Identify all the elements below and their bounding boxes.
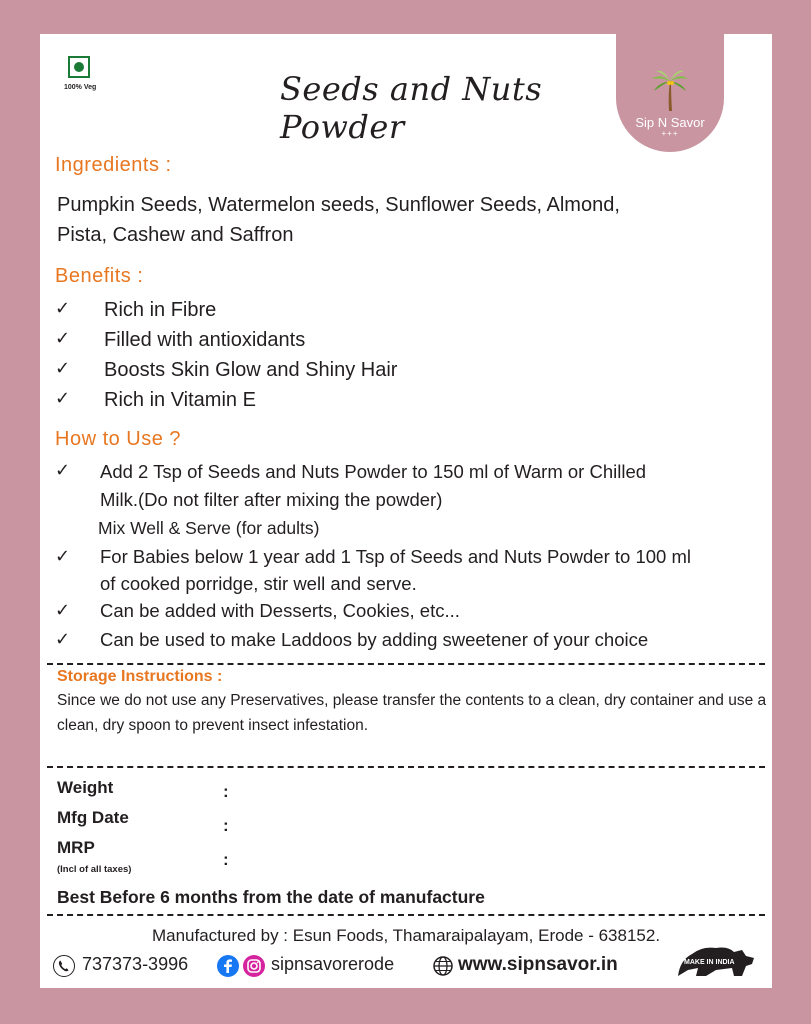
divider xyxy=(47,914,765,916)
how-to-use-heading: How to Use ? xyxy=(55,428,182,450)
product-title: Seeds and Nuts Powder xyxy=(280,70,543,146)
lion-icon xyxy=(676,942,758,982)
veg-mark-icon xyxy=(68,56,90,78)
usage-step-2-line-1: For Babies below 1 year add 1 Tsp of Seeds and Nuts Powder to 100 ml xyxy=(100,546,691,567)
brand-dots: +++ xyxy=(661,129,679,138)
check-icon: ✓ xyxy=(55,388,71,408)
divider xyxy=(47,766,765,768)
mrp-colon: : xyxy=(223,850,229,869)
manufacturer-info: Manufactured by : Esun Foods, Thamaraipalayam, Erode - 638152. xyxy=(151,926,661,945)
instagram-icon xyxy=(243,955,265,977)
ingredients-line-2: Pista, Cashew and Saffron xyxy=(57,224,294,246)
make-in-india-text: MAKE IN INDIA xyxy=(684,959,735,966)
mfg-date-label: Mfg Date xyxy=(57,808,129,827)
phone-number: 737373-3996 xyxy=(82,954,189,974)
benefit-item: Boosts Skin Glow and Shiny Hair xyxy=(104,359,398,381)
usage-step-2-line-2: of cooked porridge, stir well and serve. xyxy=(100,573,417,594)
mrp-note: (Incl of all taxes) xyxy=(57,864,132,875)
mfg-date-colon: : xyxy=(223,816,229,835)
divider xyxy=(47,663,765,665)
check-icon: ✓ xyxy=(55,460,71,480)
benefit-item: Rich in Fibre xyxy=(104,299,217,321)
storage-heading: Storage Instructions : xyxy=(57,668,223,685)
brand-name: Sip N Savor xyxy=(635,115,705,130)
palm-tree-icon xyxy=(650,67,690,111)
ingredients-heading: Ingredients : xyxy=(55,154,172,176)
usage-step-3: Can be added with Desserts, Cookies, etc... xyxy=(100,600,460,621)
usage-step-1-line-3: Mix Well & Serve (for adults) xyxy=(98,518,320,538)
facebook-icon xyxy=(217,955,239,977)
weight-label: Weight xyxy=(57,778,114,797)
check-icon: ✓ xyxy=(55,358,71,378)
check-icon: ✓ xyxy=(55,546,71,566)
benefits-heading: Benefits : xyxy=(55,265,144,287)
veg-label: 100% Veg xyxy=(64,84,97,91)
social-handle: sipnsavorerode xyxy=(271,954,395,974)
benefit-item: Rich in Vitamin E xyxy=(104,389,256,411)
phone-icon xyxy=(53,955,75,977)
check-icon: ✓ xyxy=(55,328,71,348)
benefit-item: Filled with antioxidants xyxy=(104,329,306,351)
product-label xyxy=(40,34,772,988)
check-icon: ✓ xyxy=(55,600,71,620)
usage-step-4: Can be used to make Laddoos by adding sweetener of your choice xyxy=(100,629,649,650)
usage-step-1-line-2: Milk.(Do not filter after mixing the powder) xyxy=(100,489,443,510)
check-icon: ✓ xyxy=(55,298,71,318)
storage-text: Since we do not use any Preservatives, please transfer the contents to a clean, dry container and use a clean, dry spoon to prevent insect infestation. xyxy=(57,692,767,734)
website: www.sipnsavor.in xyxy=(458,954,618,975)
best-before: Best Before 6 months from the date of manufacture xyxy=(57,887,485,907)
weight-colon: : xyxy=(223,782,229,801)
brand-badge xyxy=(616,34,724,152)
mrp-label: MRP xyxy=(57,838,95,857)
globe-icon xyxy=(432,955,454,977)
ingredients-line-1: Pumpkin Seeds, Watermelon seeds, Sunflower Seeds, Almond, xyxy=(57,194,620,216)
usage-step-1-line-1: Add 2 Tsp of Seeds and Nuts Powder to 150 ml of Warm or Chilled xyxy=(100,461,647,482)
check-icon: ✓ xyxy=(55,629,71,649)
